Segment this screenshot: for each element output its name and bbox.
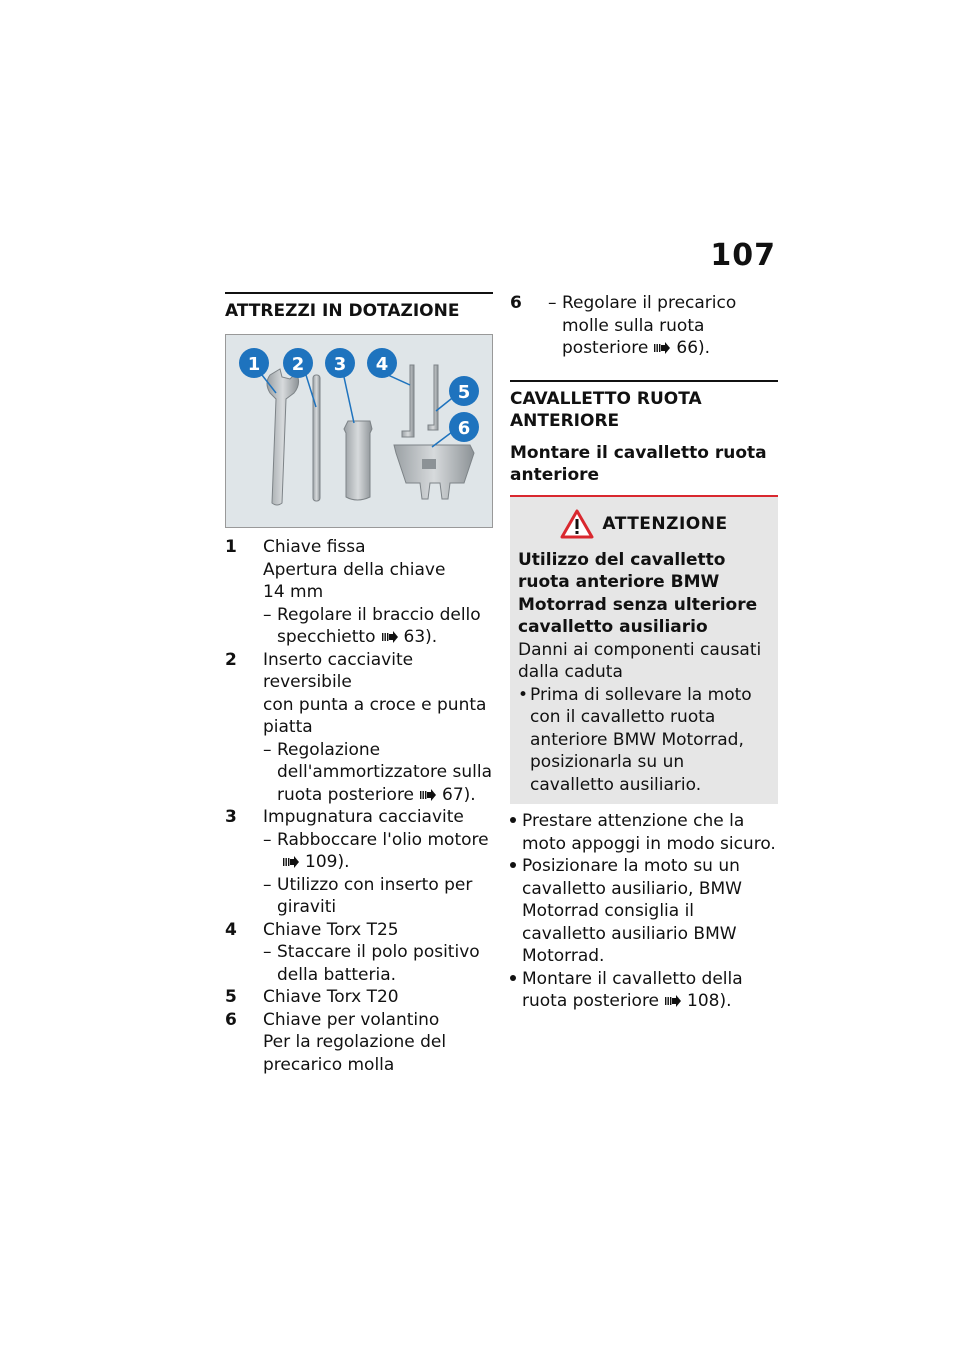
item-line: Impugnatura cacciavite: [263, 807, 464, 827]
callout-6: 6: [457, 418, 471, 439]
step-text: Prestare attenzione che la moto appoggi in modo sicuro.: [522, 811, 776, 854]
item-line: Per la regolazione del precarico molla: [263, 1032, 447, 1075]
sub-step: – Regolare il precarico molle sulla ruota posteriore 66).: [548, 293, 737, 358]
section-title-tools: ATTREZZI IN DOTAZIONE: [225, 292, 493, 322]
page-reference[interactable]: 63).: [403, 627, 438, 647]
item-line: Chiave Torx T25: [263, 919, 399, 940]
tool-list: [225, 536, 493, 1076]
section-title-front-stand: CAVALLETTO RUOTA ANTERIORE: [510, 380, 778, 432]
bullet-dot-icon: [510, 817, 516, 823]
sub-step-text: Regolazione dell'ammortizzatore sulla ruota posteriore: [277, 739, 492, 805]
callout-4: 4: [375, 354, 389, 375]
item-number: 2: [225, 649, 237, 670]
item-line: Apertura della chiave: [263, 559, 446, 580]
callout-3: 3: [333, 354, 347, 375]
callout-1: 1: [247, 354, 261, 375]
list-item: [225, 536, 493, 649]
step-text: Posizionare la moto su un cavalletto ausiliario, BMW Motorrad consiglia il cavalletto ausiliario BMW Motorrad.: [522, 856, 742, 966]
item-number: 6: [510, 293, 522, 313]
sub-step: – Staccare il polo positivo della batteria.: [263, 941, 493, 986]
list-item: [225, 919, 493, 987]
sub-step-text: Staccare il polo positivo della batteria.: [277, 942, 480, 985]
page-reference-icon: [420, 789, 436, 801]
bullet-dot-icon: [510, 862, 516, 868]
page-reference[interactable]: 109).: [305, 852, 350, 872]
list-item: [510, 968, 778, 1013]
page-number: 107: [710, 238, 776, 273]
item-number: 4: [225, 919, 237, 940]
item-number: 5: [225, 987, 237, 1007]
page-reference[interactable]: 67).: [442, 784, 476, 805]
sub-step: – Utilizzo con inserto per giraviti: [263, 874, 493, 919]
warning-label: ATTENZIONE: [602, 513, 728, 534]
warning-subtitle: Utilizzo del cavalletto ruota anteriore BMW Motorrad senza ulteriore cavalletto ausiliario: [518, 549, 758, 637]
list-item: [510, 810, 778, 855]
sub-step-text: Rabboccare l'olio motore: [277, 829, 489, 850]
list-item: [225, 1009, 493, 1077]
list-item: [510, 855, 778, 968]
item-line: Chiave Torx T20: [263, 987, 399, 1007]
page-reference[interactable]: 108).: [687, 991, 732, 1011]
sub-step: – Regolazione dell'ammortizzatore sulla ruota posteriore 67).: [263, 739, 492, 805]
warning-bullet-text: Prima di sollevare la moto con il cavalletto ruota anteriore BMW Motorrad, posizionarla su un cavalletto ausiliario.: [530, 684, 752, 795]
warning-text: Danni ai componenti causati dalla caduta: [518, 639, 762, 682]
item-line: Chiave per volantino: [263, 1009, 440, 1030]
page-reference-icon: [654, 342, 670, 354]
right-column: [510, 292, 778, 1013]
list-item: [225, 649, 493, 807]
sub-step-text: Regolare il precarico molle sulla ruota posteriore: [562, 293, 737, 358]
item-line: Inserto cacciavite reversibile: [263, 649, 414, 692]
tools-figure: [225, 334, 493, 528]
item-number: 1: [225, 537, 237, 557]
warning-box: [510, 495, 778, 805]
list-item: [225, 806, 493, 919]
item-line: con punta a croce e punta piatta: [263, 694, 487, 737]
subsection-title: Montare il cavalletto ruota anteriore: [510, 442, 767, 485]
bullet-dot-icon: [510, 975, 516, 981]
sub-step-text: Utilizzo con inserto per giraviti: [277, 874, 473, 917]
callout-5: 5: [457, 382, 471, 403]
page-reference-icon: [382, 631, 398, 643]
page-reference-icon: [665, 995, 681, 1007]
warning-bullet: • Prima di sollevare la moto con il cavalletto ruota anteriore BMW Motorrad, posizionarla su un cavalletto ausiliario.: [518, 684, 770, 797]
item-line: 14 mm: [263, 582, 324, 602]
item-number: 6: [225, 1009, 237, 1030]
left-column: [225, 292, 493, 1076]
warning-triangle-icon: [560, 509, 594, 539]
sub-step-text: Regolare il braccio dello specchietto: [277, 604, 481, 647]
item-number: 3: [225, 807, 237, 827]
warning-header: [518, 509, 770, 539]
procedure-steps: [510, 810, 778, 1013]
list-item: [510, 292, 778, 360]
callout-2: 2: [291, 354, 305, 375]
item-line: Chiave fissa: [263, 537, 366, 557]
step-text: Montare il cavalletto della ruota posteriore: [522, 968, 743, 1011]
list-item: [225, 986, 493, 1009]
sub-step: – Regolare il braccio dello specchietto 63).: [263, 604, 481, 647]
sub-step: – Rabboccare l'olio motore 109).: [263, 829, 489, 872]
page-reference[interactable]: 66).: [676, 338, 711, 358]
tools-illustration: [226, 335, 492, 527]
page-reference-icon: [283, 856, 299, 868]
